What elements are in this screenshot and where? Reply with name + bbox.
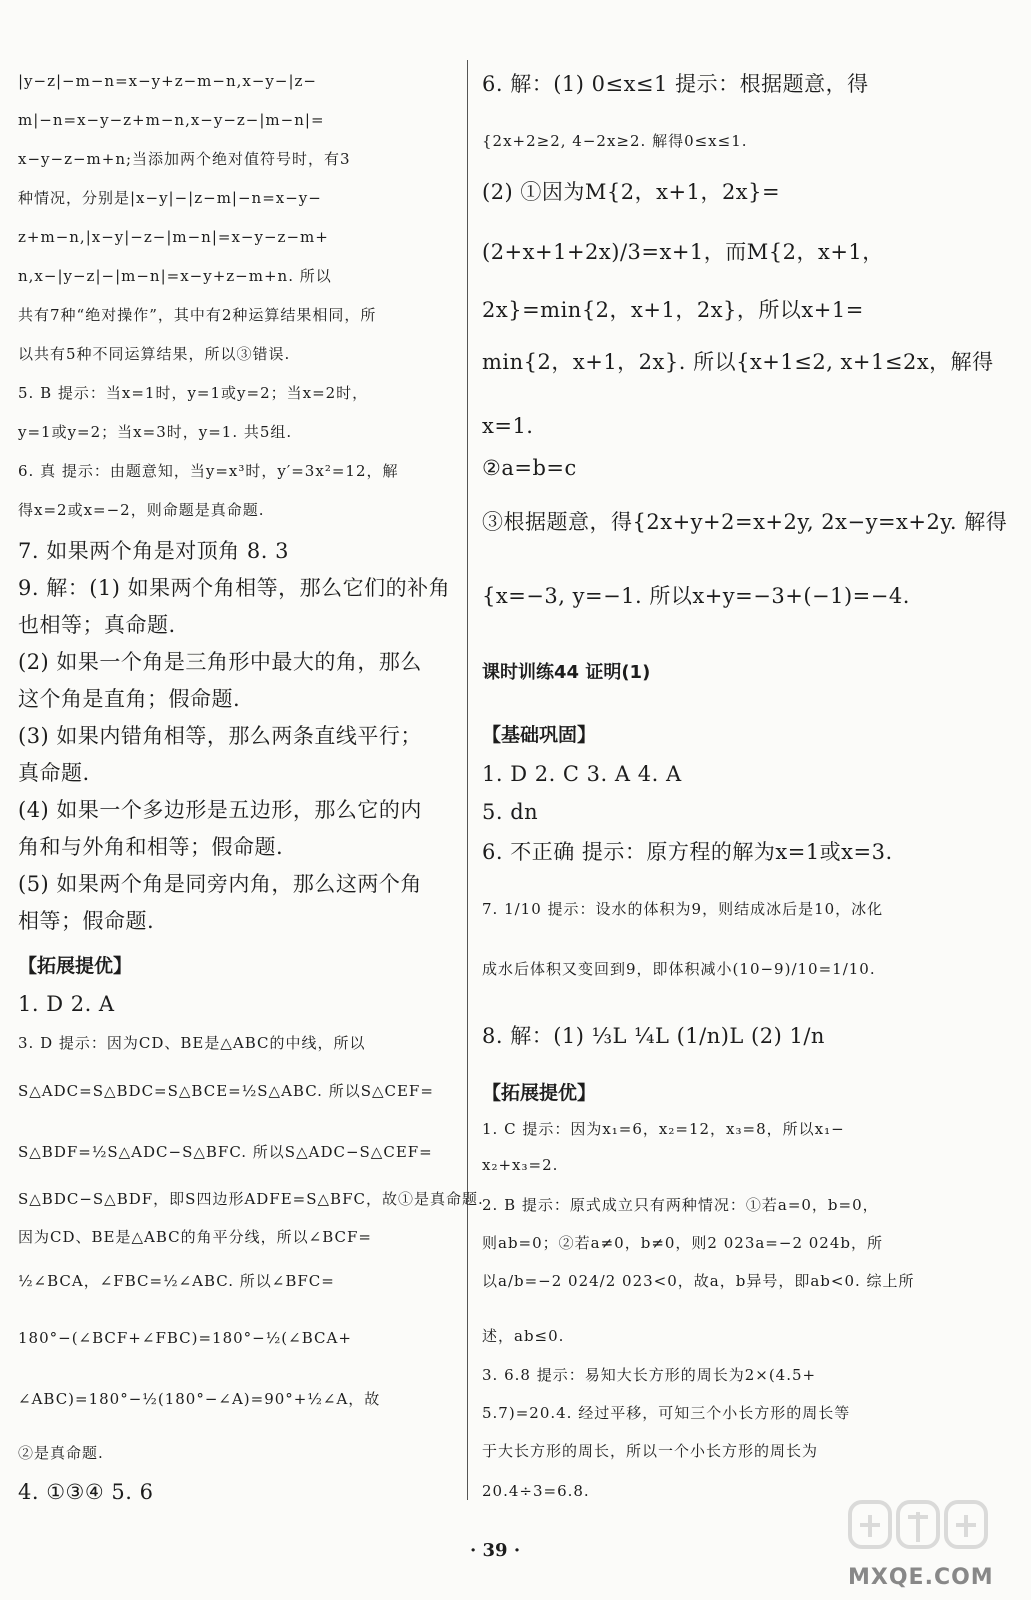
page-number: · 39 ·: [470, 1540, 521, 1561]
right-line: 则ab=0；②若a≠0，b≠0，则2 023a=−2 024b，所: [482, 1234, 883, 1252]
left-line: 得x=2或x=−2，则命题是真命题.: [18, 501, 265, 519]
right-line: 2x}=min{2，x+1，2x}，所以x+1=: [482, 298, 864, 322]
left-line: 3. D 提示：因为CD、BE是△ABC的中线，所以: [18, 1034, 366, 1052]
right-line: 7. 1/10 提示：设水的体积为9，则结成冰后是10，冰化: [482, 900, 884, 918]
right-line: {2x+2≥2, 4−2x≥2. 解得0≤x≤1.: [482, 132, 748, 150]
left-line: n,x−|y−z|−|m−n|=x−y+z−m+n. 所以: [18, 267, 332, 285]
column-divider: [467, 60, 468, 1500]
left-line: 这个角是直角；假命题.: [18, 687, 241, 711]
watermark-site: MXQE.COM: [848, 1565, 994, 1590]
left-line: (4) 如果一个多边形是五边形，那么它的内: [18, 798, 422, 822]
right-line: 1. D 2. C 3. A 4. A: [482, 762, 682, 786]
left-line: (3) 如果内错角相等，那么两条直线平行；: [18, 724, 422, 748]
left-line: S△ADC=S△BDC=S△BCE=½S△ABC. 所以S△CEF=: [18, 1082, 434, 1100]
left-line: m|−n=x−y−z+m−n,x−y−z−|m−n|=: [18, 111, 325, 129]
left-line: 7. 如果两个角是对顶角 8. 3: [18, 539, 289, 563]
right-line: 20.4÷3=6.8.: [482, 1482, 590, 1500]
right-line: 3. 6.8 提示：易知大长方形的周长为2×(4.5+: [482, 1366, 817, 1384]
right-line: 课时训练44 证明(1): [482, 662, 651, 683]
left-line: x−y−z−m+n;当添加两个绝对值符号时，有3: [18, 150, 351, 168]
left-line: S△BDC−S△BDF，即S四边形ADFE=S△BFC，故①是真命题.: [18, 1190, 484, 1208]
left-line: ∠ABC)=180°−½(180°−∠A)=90°+½∠A，故: [18, 1390, 381, 1408]
right-line: 以a/b=−2 024/2 023<0，故a，b异号，即ab<0. 综上所: [482, 1272, 915, 1290]
left-line: ②是真命题.: [18, 1444, 104, 1462]
left-line: 1. D 2. A: [18, 992, 115, 1016]
left-line: 角和与外角和相等；假命题.: [18, 835, 284, 859]
right-line: 6. 解：(1) 0≤x≤1 提示：根据题意，得: [482, 72, 869, 96]
left-line: 真命题.: [18, 761, 90, 785]
right-line: 1. C 提示：因为x₁=6，x₂=12，x₃=8，所以x₁−: [482, 1120, 845, 1138]
right-line: (2) ①因为M{2，x+1，2x}=: [482, 180, 781, 204]
left-line: S△BDF=½S△ADC−S△BFC. 所以S△ADC−S△CEF=: [18, 1143, 433, 1161]
right-line: 6. 不正确 提示：原方程的解为x=1或x=3.: [482, 840, 893, 864]
left-line: 9. 解：(1) 如果两个角相等，那么它们的补角: [18, 576, 451, 600]
right-line: ③根据题意，得{2x+y+2=x+2y, 2x−y=x+2y. 解得: [482, 510, 1008, 534]
left-line: (5) 如果两个角是同旁内角，那么这两个角: [18, 872, 422, 896]
left-line: |y−z|−m−n=x−y+z−m−n,x−y−|z−: [18, 72, 317, 90]
left-line: (2) 如果一个角是三角形中最大的角，那么: [18, 650, 422, 674]
right-line: 【拓展提优】: [482, 1082, 597, 1104]
left-line: z+m−n,|x−y|−z−|m−n|=x−y−z−m+: [18, 228, 329, 246]
right-line: (2+x+1+2x)/3=x+1，而M{2，x+1，: [482, 240, 884, 264]
right-line: 于大长方形的周长，所以一个小长方形的周长为: [482, 1442, 819, 1460]
right-line: x₂+x₃=2.: [482, 1156, 559, 1174]
right-line: 8. 解：(1) ⅓L ¼L (1/n)L (2) 1/n: [482, 1024, 825, 1048]
right-line: ②a=b=c: [482, 456, 577, 480]
left-line: 【拓展提优】: [18, 955, 133, 977]
left-line: 4. ①③④ 5. 6: [18, 1480, 154, 1504]
right-line: 5.7)=20.4. 经过平移，可知三个小长方形的周长等: [482, 1404, 851, 1422]
left-line: 180°−(∠BCF+∠FBC)=180°−½(∠BCA+: [18, 1329, 352, 1347]
left-line: 6. 真 提示：由题意知，当y=x³时，y′=3x²=12，解: [18, 462, 399, 480]
right-line: x=1.: [482, 414, 534, 438]
right-line: min{2，x+1，2x}. 所以{x+1≤2, x+1≤2x，解得: [482, 350, 994, 374]
right-line: {x=−3, y=−1. 所以x+y=−3+(−1)=−4.: [482, 584, 910, 608]
right-line: 成水后体积又变回到9，即体积减小(10−9)/10=1/10.: [482, 960, 876, 978]
left-line: 因为CD、BE是△ABC的角平分线，所以∠BCF=: [18, 1228, 372, 1246]
left-line: ½∠BCA，∠FBC=½∠ABC. 所以∠BFC=: [18, 1272, 335, 1290]
left-line: 相等；假命题.: [18, 909, 155, 933]
left-line: 种情况，分别是|x−y|−|z−m|−n=x−y−: [18, 189, 322, 207]
right-line: 【基础巩固】: [482, 724, 597, 746]
right-line: 5. dn: [482, 800, 539, 824]
right-line: 述，ab≤0.: [482, 1327, 565, 1345]
left-line: 共有7种“绝对操作”，其中有2种运算结果相同，所: [18, 306, 377, 324]
left-line: 以共有5种不同运算结果，所以③错误.: [18, 345, 291, 363]
left-line: 5. B 提示：当x=1时，y=1或y=2；当x=2时，: [18, 384, 369, 402]
left-line: y=1或y=2；当x=3时，y=1. 共5组.: [18, 423, 293, 441]
left-line: 也相等；真命题.: [18, 613, 176, 637]
right-line: 2. B 提示：原式成立只有两种情况：①若a=0，b=0，: [482, 1196, 879, 1214]
